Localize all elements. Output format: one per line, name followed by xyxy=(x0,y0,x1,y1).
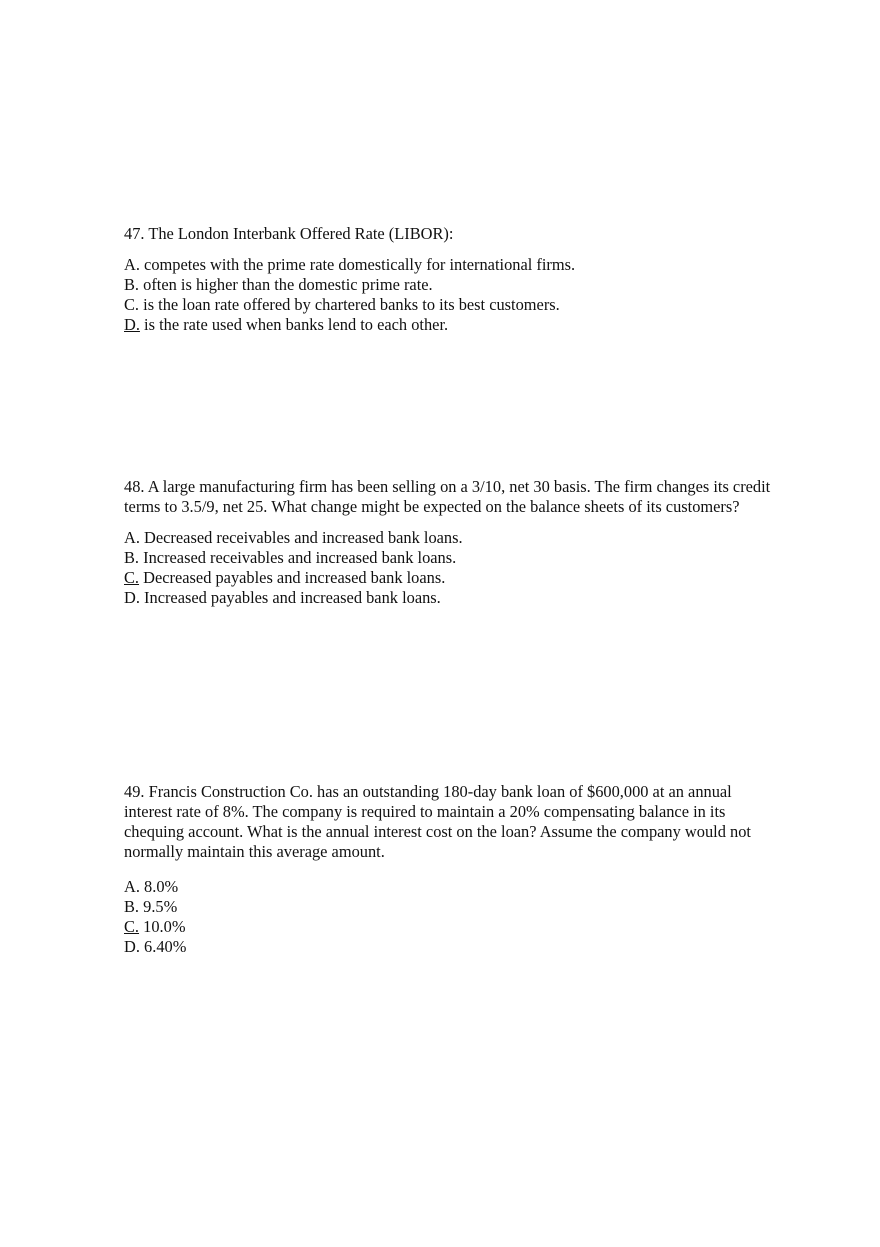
option-a xyxy=(124,255,774,275)
question-stem xyxy=(124,782,774,862)
option-text: 6.40% xyxy=(144,937,187,956)
option-letter: D. xyxy=(124,588,140,607)
option-c xyxy=(124,917,774,937)
question-text: A large manufacturing firm has been selling on a 3/10, net 30 basis. The firm changes its credit terms to 3.5/9, net 25. What change might be expected on the balance sheets of its customers? xyxy=(124,477,771,516)
option-text: 10.0% xyxy=(143,917,186,936)
option-a xyxy=(124,877,774,897)
option-letter: A. xyxy=(124,528,140,547)
option-text: Increased receivables and increased bank loans. xyxy=(143,548,457,567)
option-letter-correct: C. xyxy=(124,917,140,936)
option-c xyxy=(124,568,774,588)
option-letter-correct: C. xyxy=(124,568,140,587)
option-letter: C. xyxy=(124,295,140,314)
question-48 xyxy=(124,477,774,608)
option-d xyxy=(124,588,774,608)
answer-options xyxy=(124,255,774,335)
option-letter: A. xyxy=(124,877,140,896)
option-letter: D. xyxy=(124,937,140,956)
question-stem xyxy=(124,477,774,517)
question-text: Francis Construction Co. has an outstanding 180-day bank loan of $600,000 at an annual interest rate of 8%. The company is required to maintain a 20% compensating balance in its chequing account. What is the annual interest cost on the loan? Assume the company would not normally maintain this average amount. xyxy=(124,782,751,861)
option-c xyxy=(124,295,774,315)
option-letter: B. xyxy=(124,275,140,294)
option-letter: B. xyxy=(124,897,140,916)
option-d xyxy=(124,315,774,335)
option-text: is the loan rate offered by chartered banks to its best customers. xyxy=(143,295,560,314)
option-text: Decreased payables and increased bank loans. xyxy=(143,568,446,587)
question-number: 48. xyxy=(124,477,145,496)
option-text: Increased payables and increased bank loans. xyxy=(144,588,441,607)
option-text: is the rate used when banks lend to each other. xyxy=(144,315,449,334)
option-text: competes with the prime rate domestically for international firms. xyxy=(144,255,576,274)
question-47 xyxy=(124,224,774,335)
option-text: 8.0% xyxy=(144,877,179,896)
question-number: 47. xyxy=(124,224,145,243)
option-text: often is higher than the domestic prime rate. xyxy=(143,275,433,294)
option-text: 9.5% xyxy=(143,897,178,916)
option-b xyxy=(124,548,774,568)
option-text: Decreased receivables and increased bank loans. xyxy=(144,528,463,547)
question-49 xyxy=(124,782,774,957)
option-b xyxy=(124,897,774,917)
question-text: The London Interbank Offered Rate (LIBOR): xyxy=(148,224,454,243)
option-b xyxy=(124,275,774,295)
question-stem xyxy=(124,224,774,244)
answer-options xyxy=(124,877,774,957)
option-d xyxy=(124,937,774,957)
option-letter: A. xyxy=(124,255,140,274)
option-a xyxy=(124,528,774,548)
option-letter-correct: D. xyxy=(124,315,140,334)
option-letter: B. xyxy=(124,548,140,567)
question-number: 49. xyxy=(124,782,145,801)
answer-options xyxy=(124,528,774,608)
